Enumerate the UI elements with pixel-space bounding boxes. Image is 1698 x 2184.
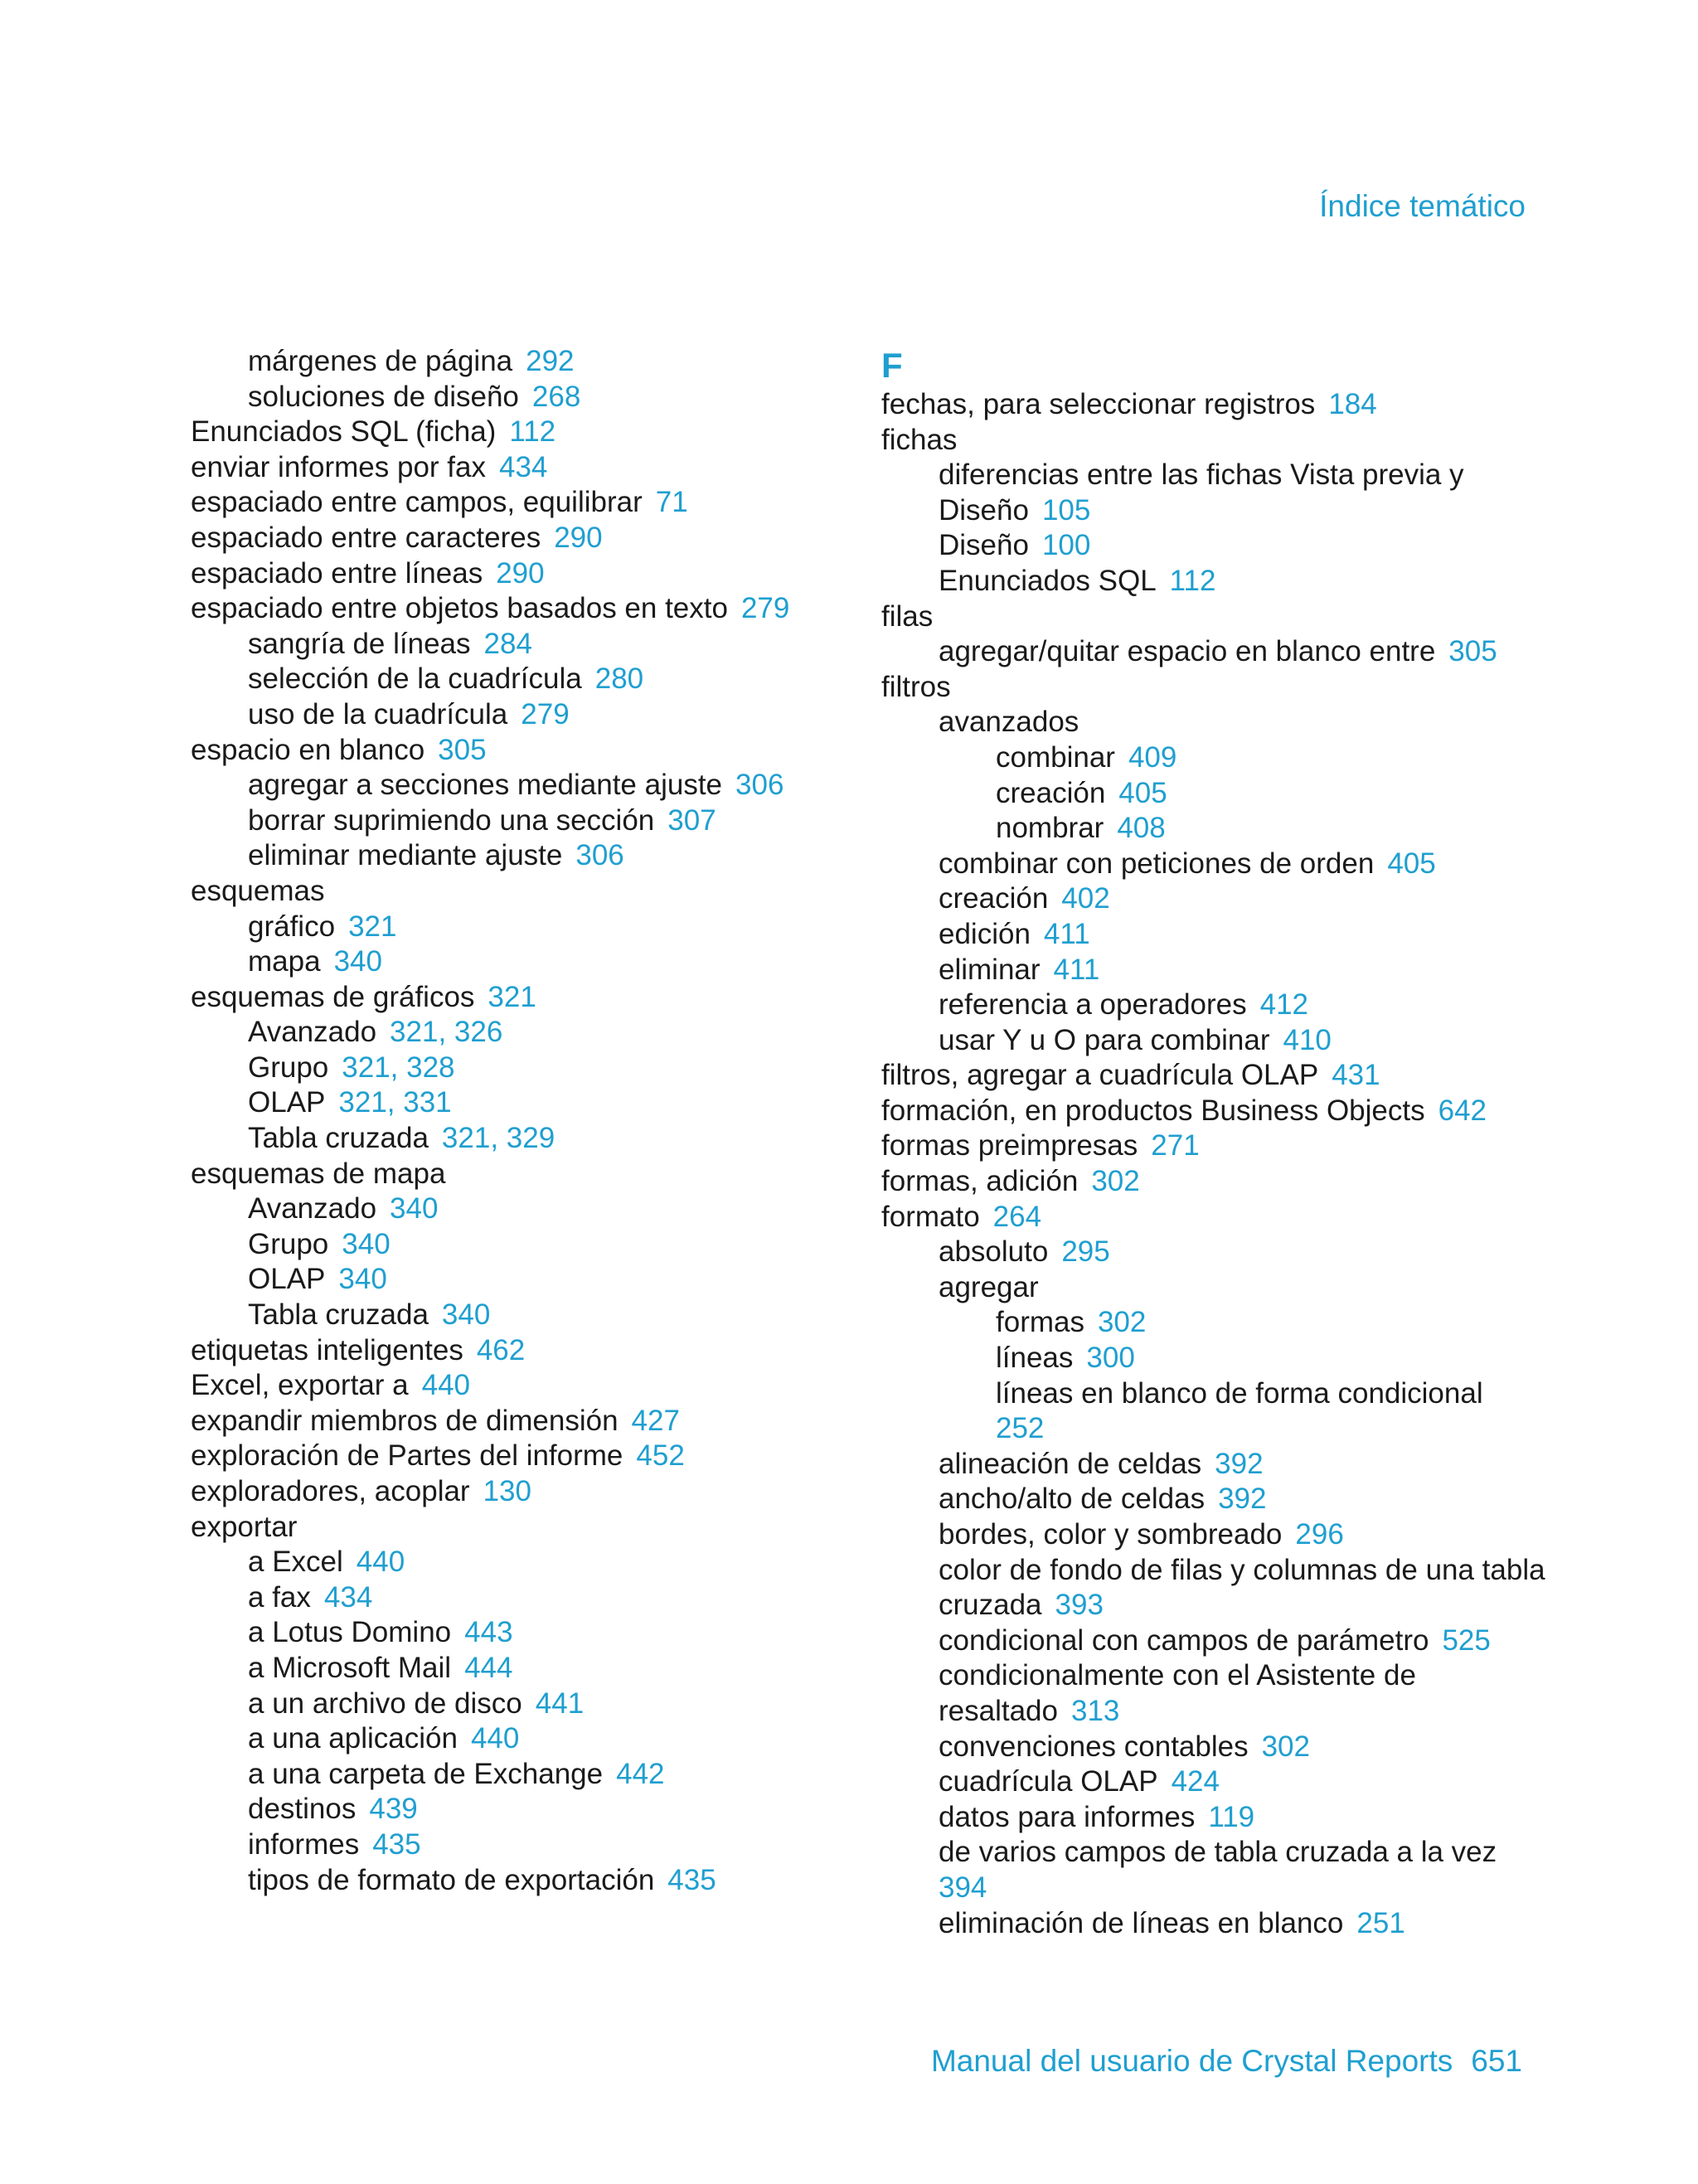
index-entry <box>881 1694 1536 1730</box>
index-term: etiquetas inteligentes <box>191 1333 463 1366</box>
index-entry <box>881 387 1536 423</box>
index-entry <box>881 493 1536 529</box>
index-term: a un archivo de disco <box>248 1687 522 1720</box>
index-entry <box>881 1835 1536 1871</box>
index-term: cruzada <box>939 1589 1042 1622</box>
index-entry <box>191 944 837 980</box>
index-column-right <box>881 344 1545 1941</box>
index-entry <box>881 1730 1536 1765</box>
index-entry <box>191 1545 837 1580</box>
index-term: Diseño <box>939 529 1029 562</box>
index-term: filas <box>881 599 934 633</box>
page-reference[interactable]: 409 <box>1128 740 1177 774</box>
index-term: exportar <box>191 1510 298 1543</box>
index-entry <box>881 1058 1536 1094</box>
index-term: cuadrícula OLAP <box>939 1765 1158 1798</box>
index-entry <box>881 1128 1536 1164</box>
index-term: formato <box>881 1200 980 1233</box>
index-entry <box>191 415 837 450</box>
index-term: esquemas de gráficos <box>191 980 475 1013</box>
index-term: espaciado entre caracteres <box>191 521 541 554</box>
index-entry <box>881 670 1536 706</box>
index-entry <box>191 1510 837 1546</box>
index-term: Excel, exportar a <box>191 1369 409 1402</box>
index-entry <box>191 1651 837 1687</box>
page-reference[interactable]: 393 <box>1055 1589 1104 1622</box>
index-term: edición <box>939 917 1031 950</box>
page-reference[interactable]: 268 <box>531 380 581 413</box>
index-term: a Lotus Domino <box>248 1616 452 1649</box>
index-term: esquemas <box>191 874 325 907</box>
index-entry <box>191 1827 837 1863</box>
index-entry <box>191 1298 837 1333</box>
index-entry <box>881 1871 1536 1906</box>
page-reference[interactable]: 321, 328 <box>342 1051 455 1084</box>
page-reference[interactable]: 279 <box>521 697 570 730</box>
index-term: combinar con peticiones de orden <box>939 847 1375 880</box>
page-reference[interactable]: 290 <box>554 521 603 554</box>
index-entry <box>881 458 1536 493</box>
index-term: color de fondo de filas y columnas de una tabla <box>939 1553 1545 1586</box>
index-entry <box>881 1270 1536 1306</box>
page-reference[interactable]: 290 <box>496 556 545 590</box>
index-entry <box>881 1235 1536 1270</box>
page-header-title: Índice temático <box>1319 189 1526 223</box>
index-entry <box>191 980 837 1016</box>
index-entry <box>881 1764 1536 1800</box>
index-term: líneas <box>996 1342 1074 1375</box>
page-reference[interactable]: 435 <box>372 1827 421 1861</box>
page-reference[interactable]: 439 <box>369 1793 418 1826</box>
index-term: Enunciados SQL <box>939 564 1157 597</box>
index-term: filtros <box>881 670 951 703</box>
page-reference[interactable]: 642 <box>1438 1094 1487 1127</box>
page-reference[interactable]: 340 <box>342 1227 391 1260</box>
index-term: líneas en blanco de forma condicional <box>996 1376 1483 1410</box>
page-reference[interactable]: 112 <box>509 415 556 449</box>
index-term: a fax <box>248 1580 311 1614</box>
index-term: convenciones contables <box>939 1730 1249 1763</box>
page-reference[interactable]: 434 <box>498 450 548 483</box>
index-entry <box>881 634 1536 670</box>
page-reference[interactable]: 112 <box>1169 564 1216 597</box>
index-term: espacio en blanco <box>191 733 425 766</box>
page-reference[interactable]: 300 <box>1086 1342 1135 1375</box>
page-reference[interactable]: 410 <box>1283 1023 1332 1056</box>
page-reference[interactable]: 462 <box>476 1333 526 1366</box>
page-reference[interactable]: 452 <box>636 1439 685 1473</box>
page-reference[interactable]: 408 <box>1117 812 1166 845</box>
index-term: esquemas de mapa <box>191 1157 446 1190</box>
index-entry <box>191 485 837 521</box>
index-entry <box>191 627 837 662</box>
index-term: a una carpeta de Exchange <box>248 1757 604 1790</box>
page-reference[interactable]: 264 <box>992 1200 1042 1233</box>
index-term: a una aplicación <box>248 1722 458 1755</box>
index-entry <box>881 599 1536 635</box>
index-entry <box>881 1341 1536 1376</box>
index-term: Avanzado <box>248 1192 377 1225</box>
page-reference[interactable]: 392 <box>1215 1447 1264 1480</box>
page-reference[interactable]: 340 <box>333 945 382 978</box>
page-footer <box>931 2044 1522 2079</box>
index-entry <box>191 733 837 769</box>
index-entry <box>881 1094 1536 1129</box>
index-entry <box>191 1580 837 1616</box>
page-reference[interactable]: 305 <box>438 733 487 766</box>
page-reference[interactable]: 321 <box>348 910 397 943</box>
index-term: OLAP <box>248 1263 326 1296</box>
index-term: condicionalmente con el Asistente de <box>939 1659 1416 1692</box>
index-entry <box>881 1800 1536 1836</box>
index-term: bordes, color y sombreado <box>939 1518 1283 1551</box>
index-entry <box>881 740 1536 776</box>
page-reference[interactable]: 440 <box>356 1546 405 1579</box>
index-entry <box>881 1376 1536 1412</box>
index-term: exploración de Partes del informe <box>191 1439 623 1473</box>
index-entry <box>191 591 837 627</box>
index-term: a Microsoft Mail <box>248 1651 452 1684</box>
page-reference[interactable]: 444 <box>464 1651 513 1684</box>
index-term: Enunciados SQL (ficha) <box>191 415 497 449</box>
index-term: formas <box>996 1306 1084 1339</box>
page-reference[interactable]: 435 <box>667 1863 716 1896</box>
index-term: agregar/quitar espacio en blanco entre <box>939 635 1436 668</box>
index-entry <box>881 881 1536 917</box>
page-reference[interactable]: 411 <box>1043 917 1090 950</box>
index-term: espaciado entre objetos basados en texto <box>191 592 728 625</box>
index-term: tipos de formato de exportación <box>248 1863 655 1896</box>
page-reference[interactable]: 279 <box>740 592 790 625</box>
index-term: espaciado entre líneas <box>191 556 483 590</box>
page-reference[interactable]: 271 <box>1151 1129 1200 1162</box>
index-term: usar Y u O para combinar <box>939 1023 1270 1056</box>
page-reference[interactable]: 424 <box>1171 1765 1220 1798</box>
page-reference[interactable]: 296 <box>1295 1518 1344 1551</box>
page-reference[interactable]: 313 <box>1070 1694 1120 1727</box>
page-reference[interactable]: 100 <box>1041 529 1091 562</box>
index-entry <box>881 1588 1536 1623</box>
index-entry <box>881 705 1536 740</box>
index-entry <box>191 521 837 556</box>
section-letter: F <box>881 346 903 385</box>
page-reference[interactable]: 130 <box>483 1475 531 1507</box>
index-term: ancho/alto de celdas <box>939 1483 1206 1516</box>
page-reference[interactable]: 252 <box>996 1412 1045 1445</box>
index-term: filtros, agregar a cuadrícula OLAP <box>881 1059 1319 1092</box>
index-term: fechas, para seleccionar registros <box>881 388 1316 420</box>
index-term: fichas <box>881 423 958 456</box>
index-entry <box>191 1157 837 1192</box>
page-reference[interactable]: 411 <box>1053 953 1100 986</box>
page-reference[interactable]: 71 <box>655 486 688 519</box>
page-reference[interactable]: 306 <box>575 839 624 872</box>
index-term: Tabla cruzada <box>248 1298 429 1332</box>
index-term: condicional con campos de parámetro <box>939 1623 1429 1657</box>
page-reference[interactable]: 441 <box>535 1687 585 1720</box>
index-entry <box>191 838 837 874</box>
index-term: gráfico <box>248 910 336 943</box>
index-entry <box>191 1792 837 1827</box>
page-reference[interactable]: 340 <box>441 1298 491 1332</box>
index-term: selección de la cuadrícula <box>248 662 582 696</box>
page-reference[interactable]: 340 <box>390 1192 439 1225</box>
index-entry <box>191 1262 837 1298</box>
index-entry <box>881 847 1536 882</box>
page-reference[interactable]: 284 <box>483 627 532 660</box>
index-entry <box>881 1023 1536 1059</box>
page-reference[interactable]: 427 <box>631 1404 680 1437</box>
index-entry <box>881 1517 1536 1553</box>
page-reference[interactable]: 412 <box>1259 988 1309 1022</box>
index-entry <box>191 344 837 380</box>
index-entry <box>881 1658 1536 1694</box>
page-reference[interactable]: 302 <box>1091 1165 1140 1198</box>
index-term: Grupo <box>248 1227 329 1260</box>
page-reference[interactable]: 434 <box>323 1580 373 1614</box>
page-reference[interactable]: 302 <box>1097 1306 1147 1339</box>
page-reference[interactable]: 295 <box>1061 1235 1110 1269</box>
index-term: datos para informes <box>939 1800 1196 1833</box>
index-entry <box>191 874 837 910</box>
index-term: borrar suprimiendo una sección <box>248 803 655 837</box>
index-term: espaciado entre campos, equilibrar <box>191 486 643 519</box>
page-reference[interactable]: 394 <box>939 1871 987 1904</box>
index-entry <box>191 662 837 697</box>
index-entry <box>881 917 1536 953</box>
index-entry <box>191 1051 837 1086</box>
index-entry <box>191 380 837 415</box>
index-term: márgenes de página <box>248 345 513 377</box>
index-entry <box>191 1333 837 1369</box>
index-entry <box>881 1305 1536 1341</box>
index-term: combinar <box>996 740 1115 774</box>
page-reference[interactable]: 440 <box>470 1722 520 1755</box>
index-entry <box>881 1623 1536 1659</box>
page-reference[interactable]: 402 <box>1061 882 1110 915</box>
index-term: creación <box>939 882 1049 915</box>
index-entry <box>191 556 837 592</box>
index-entry <box>881 953 1536 988</box>
index-entry <box>191 450 837 486</box>
page-reference[interactable]: 292 <box>526 345 575 377</box>
index-term: creación <box>996 776 1106 809</box>
page-reference[interactable]: 305 <box>1448 635 1497 668</box>
page-number: 651 <box>1471 2044 1522 2078</box>
index-entry <box>881 528 1536 564</box>
page-reference[interactable]: 431 <box>1332 1059 1380 1092</box>
index-entry <box>191 1439 837 1474</box>
page-reference[interactable]: 525 <box>1442 1623 1491 1657</box>
index-term: Diseño <box>939 493 1029 527</box>
index-entry <box>881 1164 1536 1200</box>
index-entry <box>191 1368 837 1404</box>
footer-title: Manual del usuario de Crystal Reports <box>930 2044 1453 2078</box>
index-term: uso de la cuadrícula <box>248 697 508 730</box>
index-term: sangría de líneas <box>248 627 471 660</box>
index-entry <box>191 1121 837 1157</box>
index-entry <box>881 811 1536 847</box>
index-term: expandir miembros de dimensión <box>191 1404 619 1437</box>
page-reference[interactable]: 405 <box>1118 776 1167 809</box>
page-reference[interactable]: 251 <box>1356 1906 1405 1939</box>
index-entry <box>191 910 837 945</box>
index-entry <box>191 803 837 839</box>
index-term: nombrar <box>996 812 1104 845</box>
index-entry <box>881 1553 1545 1589</box>
index-term: informes <box>248 1827 360 1861</box>
index-entry <box>191 1191 837 1227</box>
page-reference[interactable]: 321, 331 <box>338 1086 452 1119</box>
index-term: eliminar <box>939 953 1041 986</box>
page-reference[interactable]: 280 <box>594 662 644 696</box>
index-entry <box>191 768 837 803</box>
page-reference[interactable]: 302 <box>1261 1730 1310 1763</box>
page-reference[interactable]: 442 <box>616 1757 665 1790</box>
index-term: a Excel <box>248 1546 343 1579</box>
index-term: de varios campos de tabla cruzada a la vez <box>939 1836 1497 1869</box>
index-term: formación, en productos Business Objects <box>881 1094 1425 1127</box>
index-entry <box>881 1200 1536 1235</box>
index-entry <box>191 1687 837 1722</box>
index-term: diferencias entre las fichas Vista previa y <box>939 459 1464 492</box>
index-term: agregar <box>939 1270 1039 1303</box>
index-entry <box>191 1227 837 1263</box>
index-term: enviar informes por fax <box>191 450 486 483</box>
index-entry <box>191 697 837 733</box>
index-term: formas, adición <box>881 1165 1079 1198</box>
index-entry <box>191 1615 837 1651</box>
index-entry <box>881 988 1536 1023</box>
index-term: destinos <box>248 1793 357 1826</box>
index-term: OLAP <box>248 1086 326 1119</box>
page-reference[interactable]: 184 <box>1328 388 1377 420</box>
page-reference[interactable]: 306 <box>735 769 784 802</box>
page-reference[interactable]: 321, 326 <box>390 1016 503 1049</box>
index-term: Tabla cruzada <box>248 1122 429 1155</box>
index-term: alineación de celdas <box>939 1447 1202 1480</box>
index-entry <box>881 1411 1536 1447</box>
page-reference[interactable]: 105 <box>1041 493 1091 527</box>
index-entry <box>191 1404 837 1439</box>
index-term: formas preimpresas <box>881 1129 1138 1162</box>
index-term: exploradores, acoplar <box>191 1475 470 1507</box>
index-entry <box>881 1447 1536 1483</box>
index-term: eliminación de líneas en blanco <box>939 1906 1344 1939</box>
page-reference[interactable]: 443 <box>464 1616 513 1649</box>
index-entry <box>191 1015 837 1051</box>
index-term: avanzados <box>939 706 1079 739</box>
index-entry <box>191 1863 837 1899</box>
index-term: resaltado <box>939 1694 1058 1727</box>
index-entry <box>191 1721 837 1757</box>
page-reference[interactable]: 321, 329 <box>441 1122 555 1155</box>
index-term: absoluto <box>939 1235 1049 1269</box>
index-entry <box>881 1906 1536 1942</box>
index-entry <box>881 1482 1536 1517</box>
index-term: mapa <box>248 945 321 978</box>
page-reference[interactable]: 405 <box>1387 847 1436 880</box>
page-reference[interactable]: 307 <box>667 803 716 837</box>
index-entry <box>191 1757 837 1793</box>
index-term: agregar a secciones mediante ajuste <box>248 769 723 802</box>
index-term: Avanzado <box>248 1016 377 1049</box>
index-column-left <box>191 344 837 1898</box>
index-term: Grupo <box>248 1051 329 1084</box>
index-term: eliminar mediante ajuste <box>248 839 563 872</box>
page-reference[interactable]: 340 <box>338 1263 387 1296</box>
page-reference[interactable]: 119 <box>1208 1800 1255 1833</box>
index-entry <box>191 1085 837 1121</box>
index-term: referencia a operadores <box>939 988 1247 1022</box>
index-entry <box>191 1474 837 1510</box>
index-entries-right <box>881 387 1545 1941</box>
index-entry <box>881 423 1536 459</box>
page-reference[interactable]: 440 <box>421 1369 471 1402</box>
page-reference[interactable]: 392 <box>1218 1483 1267 1516</box>
index-entry <box>881 776 1536 812</box>
index-entry <box>881 564 1536 599</box>
index-term: soluciones de diseño <box>248 380 519 413</box>
page-reference[interactable]: 321 <box>488 980 536 1013</box>
